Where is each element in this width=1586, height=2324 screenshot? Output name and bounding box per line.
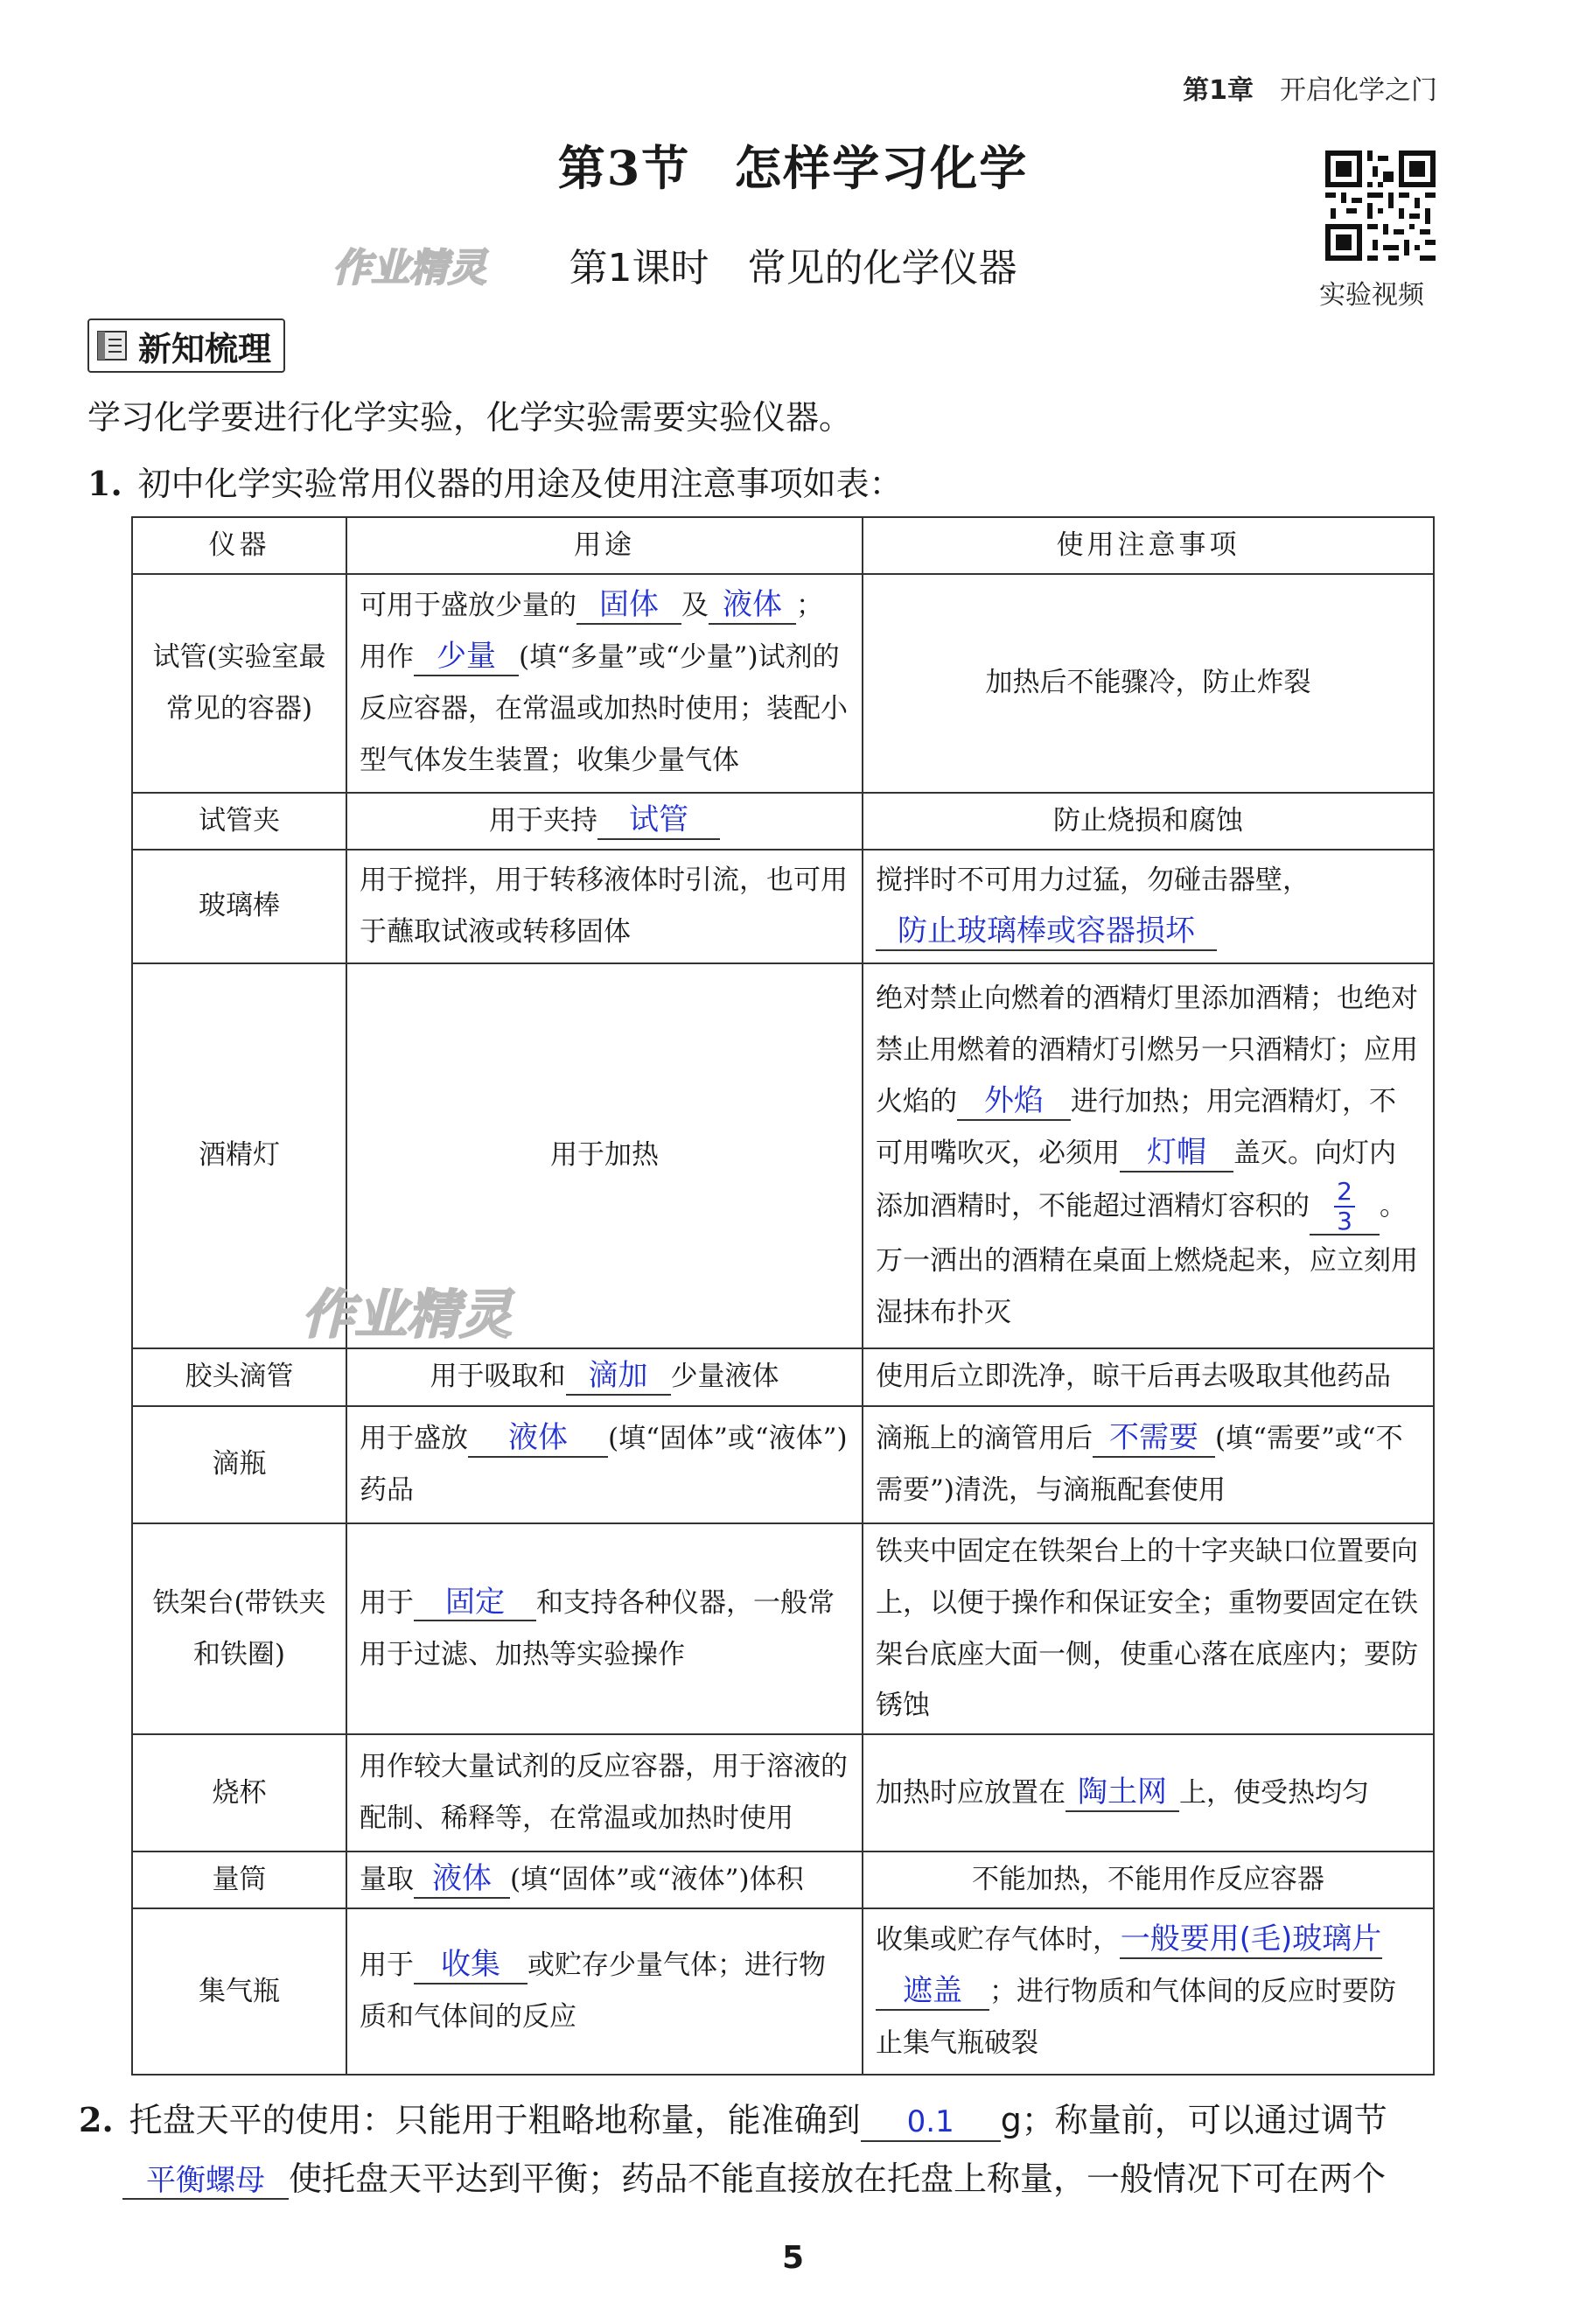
table-row	[132, 1908, 1434, 2075]
note-cell	[863, 1406, 1434, 1523]
qr-label: 实验视频	[1319, 280, 1424, 311]
usage-text: 及	[681, 590, 709, 622]
note-text: 进行加热；用完酒精灯，不可用嘴吹灭，必须用	[876, 1085, 1396, 1169]
answer-blank[interactable]: 滴加	[566, 1358, 671, 1396]
note-cell: 防止烧损和腐蚀	[863, 793, 1434, 850]
usage-cell	[346, 1406, 863, 1523]
question-2-number: 2.	[79, 2100, 114, 2139]
note-text: 盖灭。向灯内添加酒精时，不能超过酒精灯容积的	[876, 1137, 1396, 1222]
usage-cell: 用于搅拌，用于转移液体时引流，也可用于蘸取试液或转移固体	[346, 850, 863, 963]
table-row	[132, 1348, 1434, 1406]
usage-cell: 用于加热	[346, 963, 863, 1348]
answer-blank[interactable]: 固定	[414, 1585, 536, 1622]
answer-blank[interactable]: 固体	[576, 587, 681, 625]
usage-cell	[346, 574, 863, 793]
note-text: ；进行物质和气体间的反应时要防止集气瓶破裂	[876, 1975, 1396, 2059]
instrument-name: 集气瓶	[132, 1908, 346, 2075]
question-1	[87, 457, 903, 505]
question-2	[79, 2091, 1443, 2208]
note-cell	[863, 1734, 1434, 1852]
answer-blank[interactable]: 液体	[709, 587, 796, 625]
header-usage: 用途	[346, 517, 863, 574]
instrument-name: 胶头滴管	[132, 1348, 346, 1406]
chapter-header	[1183, 68, 1437, 107]
table-row	[132, 574, 1434, 793]
note-cell: 铁夹中固定在铁架台上的十字夹缺口位置要向上，以便于操作和保证安全；重物要固定在铁架台底座大面一侧，使重心落在底座内；要防锈蚀	[863, 1523, 1434, 1735]
fraction-blank[interactable]	[1310, 1176, 1380, 1236]
table-row	[132, 1852, 1434, 1908]
usage-cell	[346, 1852, 863, 1908]
lesson-number: 第1课时	[569, 246, 709, 290]
question-1-number: 1.	[87, 464, 122, 503]
usage-text: ；用作	[360, 590, 823, 673]
note-cell	[863, 850, 1434, 963]
usage-text: 或贮存少量气体；进行物质和气体间的反应	[360, 1950, 826, 2034]
note-text: 滴瓶上的滴管用后	[876, 1422, 1093, 1454]
section-number: 第3节	[557, 140, 691, 196]
fraction	[1334, 1176, 1355, 1236]
answer-blank[interactable]: 陶土网	[1065, 1774, 1179, 1812]
instrument-name: 量筒	[132, 1852, 346, 1908]
usage-text: 用于夹持	[489, 804, 597, 836]
lesson-name: 常见的化学仪器	[747, 246, 1017, 290]
usage-text: 用于	[360, 1950, 414, 1982]
answer-blank[interactable]: 少量	[414, 639, 519, 676]
note-text: (填“需要”或“不需要”)清洗，与滴瓶配套使用	[876, 1422, 1403, 1506]
usage-text: (填“多量”或“少量”)试剂的反应容器，在常温或加热时使用；装配小型气体发生装置；收集少量气体	[360, 641, 848, 776]
answer-blank[interactable]: 液体	[468, 1420, 608, 1458]
answer-blank[interactable]: 平衡螺母	[122, 2163, 289, 2201]
note-text: 绝对禁止向燃着的酒精灯里添加酒精；也绝对禁止用燃着的酒精灯引燃另一只酒精灯；应用火焰的	[876, 983, 1418, 1117]
page-number: 5	[781, 2240, 805, 2276]
qr-code-icon[interactable]	[1325, 150, 1436, 261]
usage-cell	[346, 793, 863, 850]
question-2-text: g；称量前，可以通过调节	[1000, 2101, 1387, 2139]
answer-blank[interactable]: 外焰	[957, 1083, 1071, 1121]
answer-blank[interactable]: 一般要用(毛)玻璃片	[1120, 1922, 1382, 1959]
note-text: 搅拌时不可用力过猛，勿碰击器壁，	[876, 864, 1310, 896]
usage-cell: 用作较大量试剂的反应容器，用于溶液的配制、稀释等，在常温或加热时使用	[346, 1734, 863, 1852]
section-name: 怎样学习化学	[734, 140, 1029, 196]
table-row	[132, 1523, 1434, 1735]
chapter-number: 第1章	[1183, 75, 1254, 106]
instrument-name: 酒精灯	[132, 963, 346, 1348]
note-cell	[863, 1908, 1434, 2075]
note-text: 。万一洒出的酒精在桌面上燃烧起来，应立刻用湿抹布扑灭	[876, 1190, 1418, 1328]
note-text: 加热时应放置在	[876, 1776, 1065, 1809]
note-text: 上，使受热均匀	[1179, 1776, 1369, 1809]
note-cell: 使用后立即洗净，晾干后再去吸取其他药品	[863, 1348, 1434, 1406]
answer-blank[interactable]: 防止玻璃棒或容器损坏	[876, 914, 1217, 951]
table-header-row	[132, 517, 1434, 574]
instrument-name: 试管(实验室最常见的容器)	[132, 574, 346, 793]
header-instrument: 仪器	[132, 517, 346, 574]
usage-text: 可用于盛放少量的	[360, 590, 576, 622]
table-row	[132, 1734, 1434, 1852]
answer-blank[interactable]: 不需要	[1093, 1420, 1215, 1458]
note-cell: 不能加热，不能用作反应容器	[863, 1852, 1434, 1908]
usage-cell	[346, 1523, 863, 1735]
question-1-text: 初中化学实验常用仪器的用途及使用注意事项如表：	[137, 465, 903, 503]
table-row	[132, 1406, 1434, 1523]
answer-blank[interactable]: 灯帽	[1120, 1135, 1233, 1172]
table-row	[132, 793, 1434, 850]
usage-text: 用于	[360, 1586, 414, 1619]
note-text: 收集或贮存气体时，	[876, 1923, 1120, 1956]
usage-cell	[346, 1908, 863, 2075]
usage-text: (填“固体”或“液体”)药品	[360, 1422, 848, 1506]
answer-blank[interactable]: 0.1	[861, 2104, 1001, 2142]
chapter-title: 开启化学之门	[1280, 75, 1437, 106]
answer-blank[interactable]: 收集	[414, 1947, 528, 1984]
watermark-text: 作业精灵	[332, 246, 486, 290]
answer-blank[interactable]: 遮盖	[876, 1973, 989, 2011]
usage-text: 用于吸取和	[430, 1361, 566, 1393]
intro-text: 学习化学要进行化学实验，化学实验需要实验仪器。	[87, 398, 853, 437]
usage-text: 少量液体	[670, 1361, 779, 1393]
usage-text: (填“固体”或“液体”)体积	[510, 1864, 804, 1896]
fraction-denominator: 3	[1337, 1206, 1352, 1236]
instrument-name: 烧杯	[132, 1734, 346, 1852]
notebook-icon	[94, 328, 129, 363]
usage-text: 用于盛放	[360, 1422, 468, 1454]
usage-text: 和支持各种仪器，一般常用于过滤、加热等实验操作	[360, 1586, 835, 1670]
watermark-logo	[302, 1273, 512, 1348]
watermark-text: 作业精灵	[302, 1284, 512, 1346]
usage-cell	[346, 1348, 863, 1406]
question-2-text: 使托盘天平达到平衡；药品不能直接放在托盘上称量，一般情况下可在两个	[289, 2159, 1387, 2198]
note-cell: 加热后不能骤冷，防止炸裂	[863, 574, 1434, 793]
table-row	[132, 850, 1434, 963]
section-heading	[87, 318, 285, 373]
answer-blank[interactable]: 试管	[597, 802, 720, 840]
instrument-name: 滴瓶	[132, 1406, 346, 1523]
fraction-numerator: 2	[1337, 1176, 1352, 1206]
note-cell	[863, 963, 1434, 1348]
instrument-name: 试管夹	[132, 793, 346, 850]
question-2-text: 托盘天平的使用：只能用于粗略地称量，能准确到	[129, 2101, 861, 2139]
instrument-name: 玻璃棒	[132, 850, 346, 963]
answer-blank[interactable]: 液体	[414, 1861, 510, 1899]
usage-text: 量取	[360, 1864, 414, 1896]
section-heading-label: 新知梳理	[138, 329, 272, 368]
header-notes: 使用注意事项	[863, 517, 1434, 574]
instrument-name: 铁架台(带铁夹和铁圈)	[132, 1523, 346, 1735]
